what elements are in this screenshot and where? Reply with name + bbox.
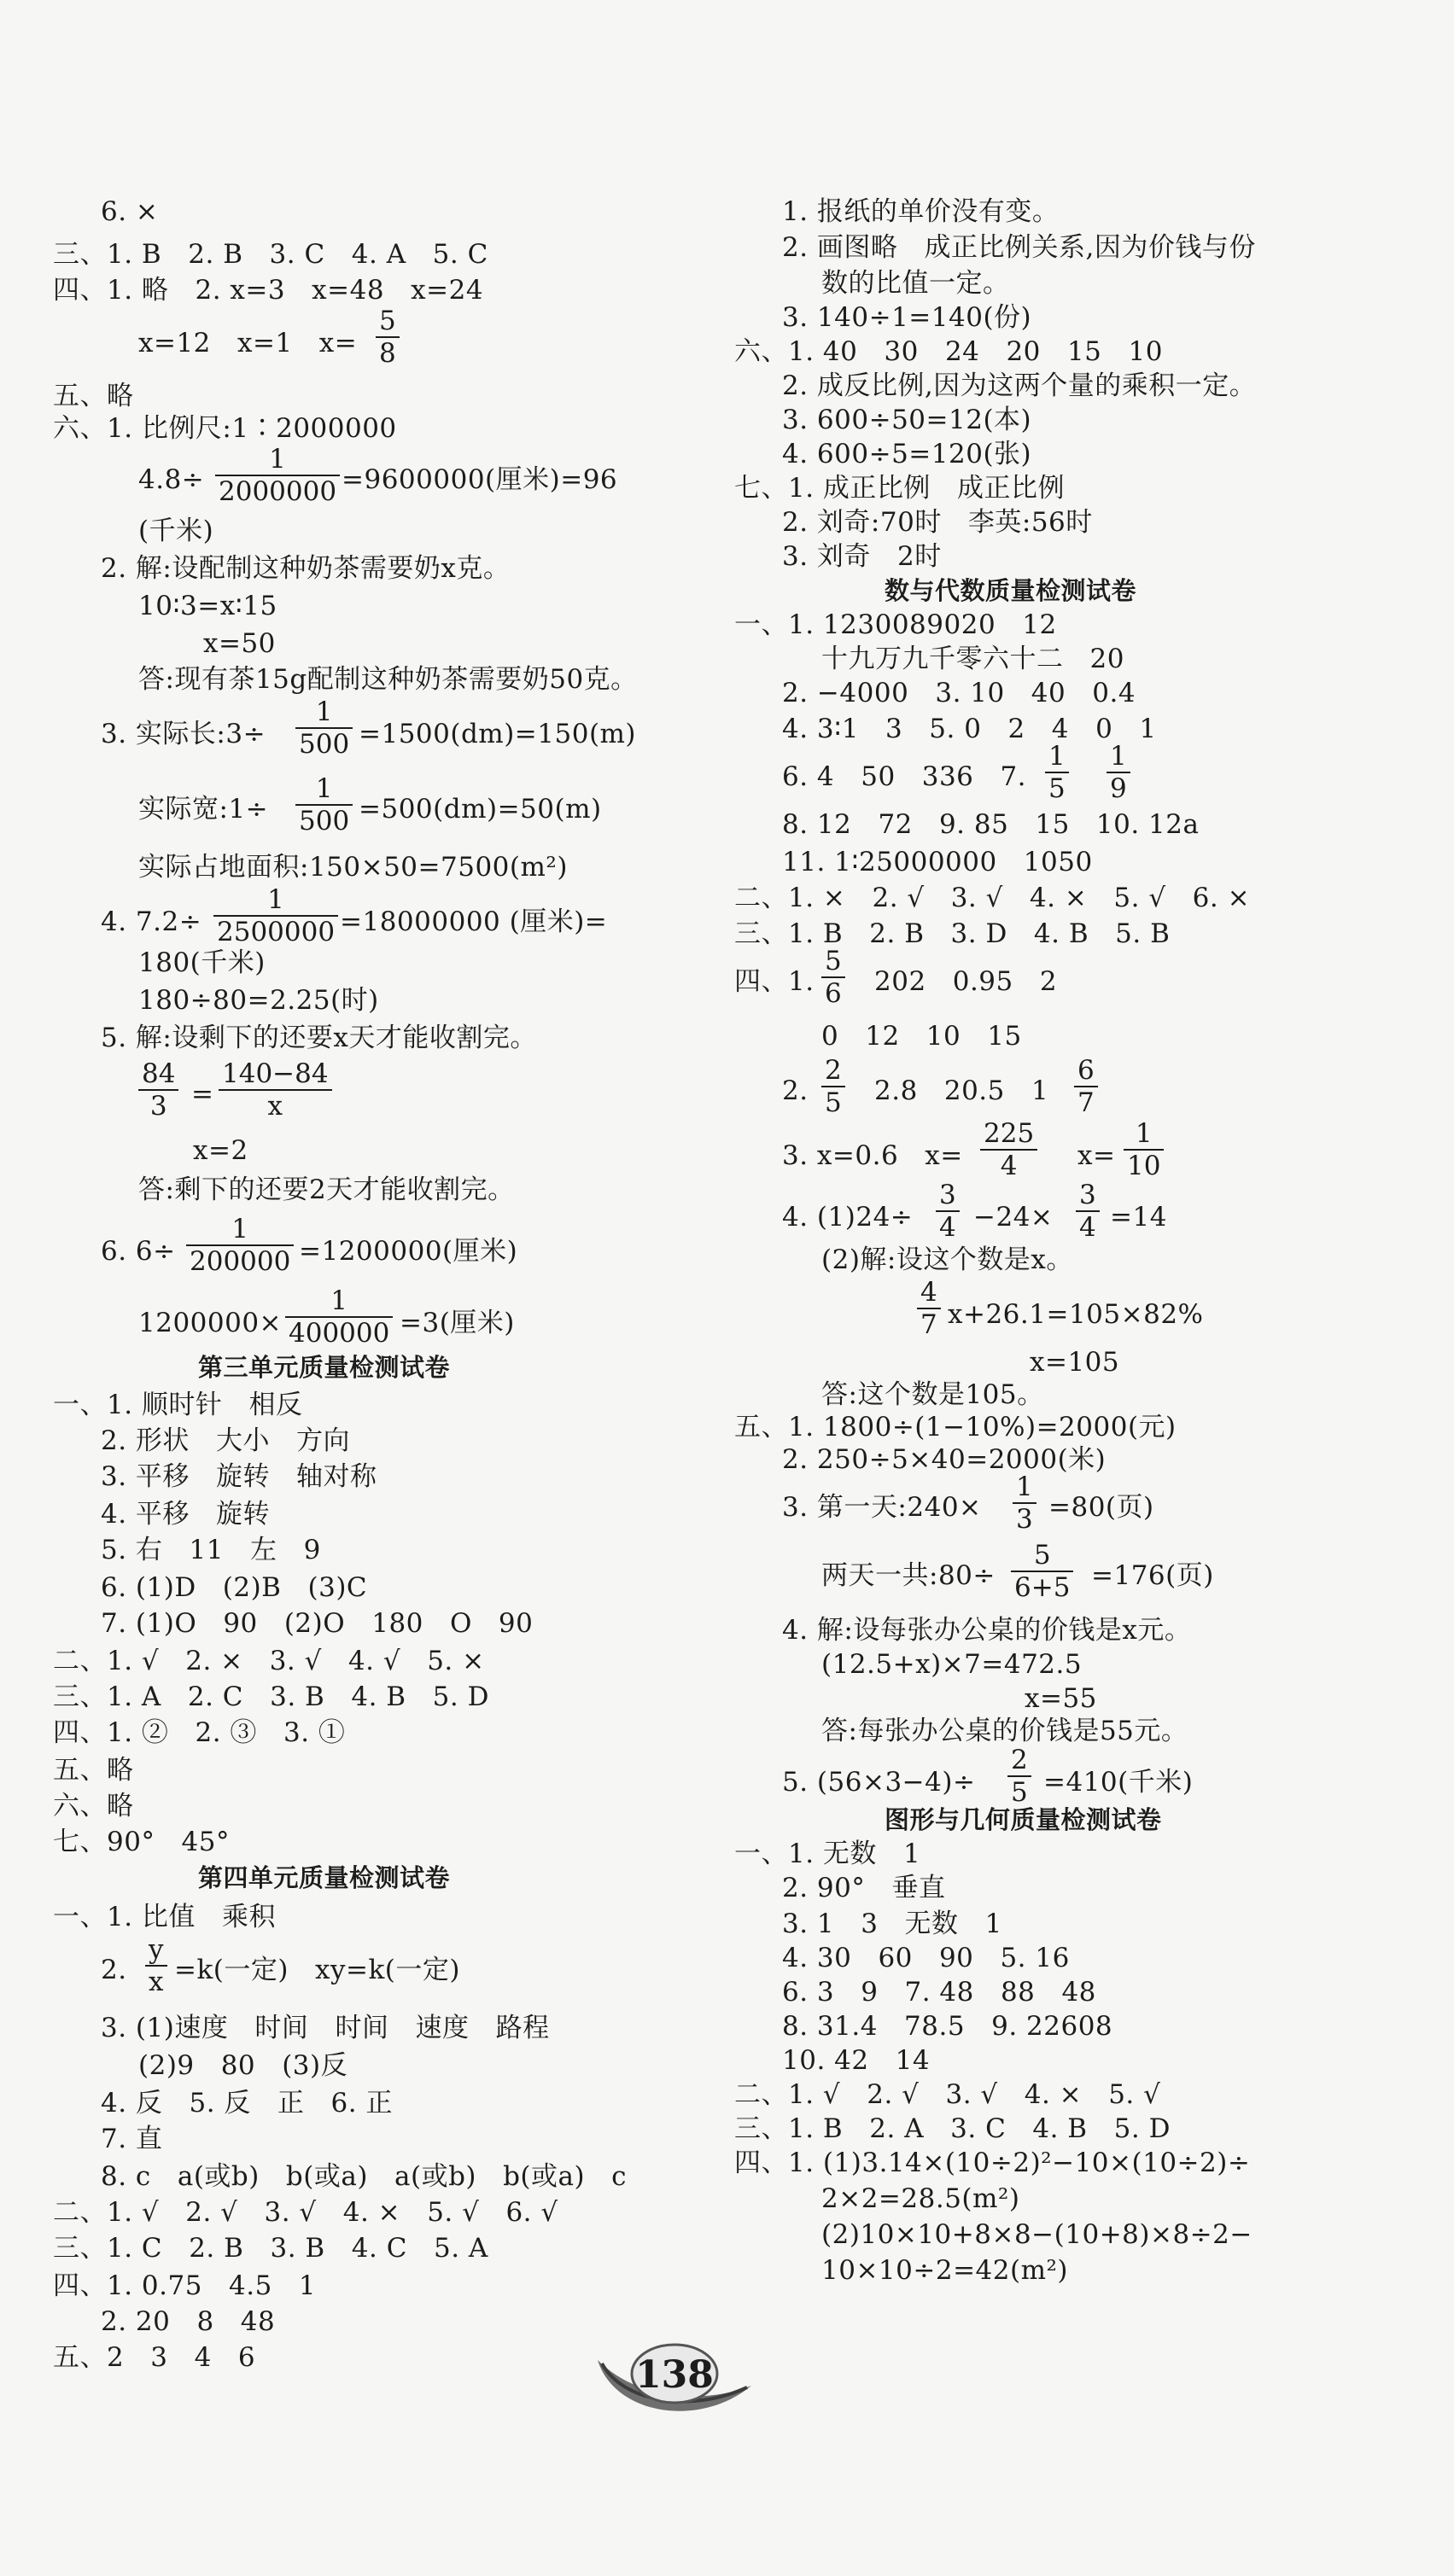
answer-line: x=55 bbox=[1025, 1683, 1097, 1714]
answer-line: 10. 42 14 bbox=[782, 2045, 931, 2076]
answer-line: 5. 解:设剩下的还要x天才能收割完。 bbox=[101, 1023, 537, 1053]
answer-line: 实际占地面积:150×50=7500(m²) bbox=[138, 852, 568, 883]
fraction: $\frac{3}{4}$ bbox=[936, 1180, 960, 1243]
answer-line: 4. 7.2÷ bbox=[101, 906, 202, 937]
answer-line: 4. 3∶1 3 5. 0 2 4 0 1 bbox=[782, 714, 1157, 744]
answer-line: 2. 解:设配制这种奶茶需要奶x克。 bbox=[101, 553, 511, 584]
answer-line: 二、1. × 2. √ 3. √ 4. × 5. √ 6. × bbox=[734, 883, 1251, 913]
answer-line: 六、1. 40 30 24 20 15 10 bbox=[734, 336, 1163, 367]
answer-line: 3. 实际长:3÷ bbox=[101, 719, 266, 749]
answer-line: 3. 平移 旋转 轴对称 bbox=[101, 1461, 377, 1492]
answer-line: 3. (1)速度 时间 时间 速度 路程 bbox=[101, 2013, 550, 2043]
answer-line: 数的比值一定。 bbox=[821, 268, 1010, 299]
fraction: $\frac{2}{5}$ bbox=[821, 1055, 845, 1118]
answer-line: 2. 250÷5×40=2000(米) bbox=[782, 1444, 1107, 1475]
answer-line: 4. 30 60 90 5. 16 bbox=[782, 1943, 1070, 1973]
section-title: 第三单元质量检测试卷 bbox=[198, 1353, 451, 1382]
answer-line: 3. 1 3 无数 1 bbox=[782, 1909, 1002, 1939]
answer-line: 2. 20 8 48 bbox=[101, 2306, 276, 2337]
answer-line: 7. (1)O 90 (2)O 180 O 90 bbox=[101, 1608, 534, 1639]
answer-line: 三、1. B 2. B 3. C 4. A 5. C bbox=[53, 239, 488, 270]
answer-line: 二、1. √ 2. √ 3. √ 4. × 5. √ 6. √ bbox=[53, 2197, 558, 2228]
answer-line: 6. (1)D (2)B (3)C bbox=[101, 1572, 368, 1603]
fraction: $\frac{1}{9}$ bbox=[1107, 741, 1130, 804]
answer-line: (2)解:设这个数是x。 bbox=[821, 1244, 1073, 1275]
answer-line: 8. 31.4 78.5 9. 22608 bbox=[782, 2011, 1113, 2042]
answer-line: 0 12 10 15 bbox=[821, 1021, 1022, 1052]
answer-line: 六、1. 比例尺:1∶2000000 bbox=[53, 413, 397, 444]
answer-line: (千米) bbox=[138, 516, 214, 546]
answer-line: −24× bbox=[973, 1202, 1054, 1233]
answer-line: 4. 600÷5=120(张) bbox=[782, 439, 1032, 469]
fraction: $\frac{225}{4}$ bbox=[980, 1118, 1037, 1181]
fraction: $\frac{1}{200000}$ bbox=[186, 1214, 294, 1277]
answer-line: x=12 x=1 x= bbox=[138, 328, 358, 358]
answer-line: (2)9 80 (3)反 bbox=[138, 2050, 348, 2081]
answer-line: 二、1. √ 2. √ 3. √ 4. × 5. √ bbox=[734, 2079, 1161, 2110]
answer-line: 4. 反 5. 反 正 6. 正 bbox=[101, 2088, 393, 2118]
answer-line: 二、1. √ 2. × 3. √ 4. √ 5. × bbox=[53, 1646, 485, 1676]
answer-line: 十九万九千零六十二 20 bbox=[821, 644, 1125, 674]
section-title: 数与代数质量检测试卷 bbox=[885, 576, 1137, 605]
answer-line: 2. 刘奇:70时 李英:56时 bbox=[782, 507, 1093, 538]
answer-line: 8. c a(或b) b(或a) a(或b) b(或a) c bbox=[101, 2161, 628, 2192]
answer-line: =3(厘米) bbox=[400, 1308, 515, 1338]
answer-line: = bbox=[191, 1079, 214, 1110]
answer-line: 五、略 bbox=[53, 381, 134, 411]
answer-line: 5. (56×3−4)÷ bbox=[782, 1767, 976, 1798]
answer-line: 4. (1)24÷ bbox=[782, 1202, 914, 1233]
answer-line: (12.5+x)×7=472.5 bbox=[821, 1649, 1083, 1680]
answer-line: x= bbox=[1077, 1140, 1116, 1171]
fraction: $\frac{y}{x}$ bbox=[145, 1934, 167, 1997]
fraction: $\frac{1}{3}$ bbox=[1013, 1472, 1036, 1535]
answer-line: =9600000(厘米)=96 bbox=[342, 464, 618, 495]
answer-line: 6. 3 9 7. 48 88 48 bbox=[782, 1977, 1096, 2008]
answer-line: 四、1. 略 2. x=3 x=48 x=24 bbox=[53, 275, 484, 306]
answer-line: 五、略 bbox=[53, 1755, 134, 1786]
answer-line: =176(页) bbox=[1091, 1560, 1214, 1591]
fraction: $\frac{5}{6+5}$ bbox=[1011, 1540, 1073, 1603]
answer-line: 2×2=28.5(m²) bbox=[821, 2183, 1020, 2214]
fraction: $\frac{1}{500}$ bbox=[295, 773, 353, 836]
fraction: $\frac{140-84}{x}$ bbox=[219, 1058, 332, 1122]
page-number: 138 bbox=[635, 2353, 714, 2397]
answer-line: 三、1. B 2. B 3. D 4. B 5. B bbox=[734, 918, 1171, 949]
answer-line: x=2 bbox=[193, 1135, 248, 1166]
answer-line: 四、1. 0.75 4.5 1 bbox=[53, 2270, 317, 2301]
answer-line: =18000000 (厘米)= bbox=[340, 906, 608, 937]
fraction: $\frac{2}{5}$ bbox=[1007, 1745, 1031, 1808]
answer-line: 四、1. (1)3.14×(10÷2)²−10×(10÷2)÷ bbox=[734, 2148, 1251, 2178]
answer-line: 10∶3=x∶15 bbox=[138, 591, 277, 621]
answer-line: 答:剩下的还要2天才能收割完。 bbox=[138, 1174, 515, 1205]
answer-line: 答:这个数是105。 bbox=[821, 1379, 1044, 1410]
page-number-badge bbox=[589, 2334, 760, 2420]
answer-line: 四、1. bbox=[734, 966, 815, 997]
answer-line: =500(dm)=50(m) bbox=[359, 794, 602, 825]
answer-line: 11. 1∶25000000 1050 bbox=[782, 847, 1093, 877]
answer-line: 6. 6÷ bbox=[101, 1236, 176, 1267]
answer-line: 三、1. A 2. C 3. B 4. B 5. D bbox=[53, 1681, 489, 1712]
answer-line: 2. 画图略 成正比例关系,因为价钱与份 bbox=[782, 232, 1256, 263]
answer-line: 实际宽:1÷ bbox=[138, 794, 269, 825]
fraction: $\frac{1}{5}$ bbox=[1045, 741, 1069, 804]
answer-line: 3. 刘奇 2时 bbox=[782, 541, 942, 572]
section-title: 图形与几何质量检测试卷 bbox=[885, 1805, 1162, 1834]
answer-line: 6. × bbox=[101, 196, 159, 227]
fraction: $\frac{6}{7}$ bbox=[1074, 1055, 1098, 1118]
answer-line: 5. 右 11 左 9 bbox=[101, 1535, 321, 1565]
fraction: $\frac{4}{7}$ bbox=[917, 1277, 941, 1340]
answer-line: =1200000(厘米) bbox=[299, 1236, 518, 1267]
answer-line: 180÷80=2.25(时) bbox=[138, 985, 379, 1016]
fraction: $\frac{1}{2500000}$ bbox=[213, 884, 338, 947]
answer-line: 180(千米) bbox=[138, 947, 266, 978]
answer-line: 1200000× bbox=[138, 1308, 283, 1338]
answer-line: 两天一共:80÷ bbox=[821, 1560, 996, 1591]
fraction: $\frac{1}{400000}$ bbox=[285, 1285, 393, 1349]
answer-line: =14 bbox=[1110, 1202, 1167, 1233]
answer-line: 4.8÷ bbox=[138, 464, 205, 495]
answer-line: 一、1. 1230089020 12 bbox=[734, 609, 1057, 640]
answer-line: 答:现有茶15g配制这种奶茶需要奶50克。 bbox=[138, 664, 638, 695]
answer-line: 2. bbox=[782, 1075, 809, 1106]
answer-line: 7. 直 bbox=[101, 2124, 163, 2154]
answer-line: 3. 第一天:240× bbox=[782, 1492, 982, 1523]
answer-line: 2. −4000 3. 10 40 0.4 bbox=[782, 678, 1136, 708]
answer-line: 答:每张办公桌的价钱是55元。 bbox=[821, 1716, 1188, 1746]
answer-line: 10×10÷2=42(m²) bbox=[821, 2255, 1068, 2286]
answer-line: 一、1. 无数 1 bbox=[734, 1839, 921, 1869]
fraction: $\frac{1}{10}$ bbox=[1124, 1118, 1164, 1181]
answer-line: 4. 解:设每张办公桌的价钱是x元。 bbox=[782, 1615, 1192, 1646]
fraction: $\frac{5}{8}$ bbox=[376, 306, 400, 369]
fraction: $\frac{1}{2000000}$ bbox=[215, 444, 340, 507]
answer-line: 202 0.95 2 bbox=[874, 966, 1058, 997]
answer-line: x=50 bbox=[203, 628, 276, 659]
answer-line: 2. 成反比例,因为这两个量的乘积一定。 bbox=[782, 370, 1257, 401]
answer-line: x+26.1=105×82% bbox=[948, 1299, 1204, 1330]
answer-line: 2. 形状 大小 方向 bbox=[101, 1425, 351, 1456]
answer-line: 四、1. ② 2. ③ 3. ① bbox=[53, 1717, 346, 1748]
answer-line: 4. 平移 旋转 bbox=[101, 1499, 270, 1530]
answer-line: 五、2 3 4 6 bbox=[53, 2342, 256, 2373]
answer-line: =1500(dm)=150(m) bbox=[359, 719, 637, 749]
fraction: $\frac{5}{6}$ bbox=[821, 946, 845, 1009]
fraction: $\frac{3}{4}$ bbox=[1076, 1180, 1100, 1243]
answer-line: 七、90° 45° bbox=[53, 1827, 230, 1857]
answer-line: 六、略 bbox=[53, 1791, 134, 1821]
answer-line: 2. bbox=[101, 1955, 127, 1985]
answer-line: 五、1. 1800÷(1−10%)=2000(元) bbox=[734, 1412, 1177, 1442]
fraction: $\frac{84}{3}$ bbox=[138, 1058, 178, 1122]
answer-line: 3. x=0.6 x= bbox=[782, 1140, 963, 1171]
answer-line: (2)10×10+8×8−(10+8)×8÷2− bbox=[821, 2219, 1253, 2250]
answer-line: 2.8 20.5 1 bbox=[874, 1075, 1049, 1106]
answer-line: 一、1. 顺时针 相反 bbox=[53, 1390, 303, 1420]
answer-line: =410(千米) bbox=[1043, 1767, 1194, 1798]
answer-line: 8. 12 72 9. 85 15 10. 12a bbox=[782, 809, 1200, 840]
answer-line: x=105 bbox=[1030, 1347, 1120, 1378]
answer-line: 2. 90° 垂直 bbox=[782, 1873, 946, 1903]
answer-line: 三、1. B 2. A 3. C 4. B 5. D bbox=[734, 2113, 1171, 2144]
answer-line: 3. 140÷1=140(份) bbox=[782, 302, 1032, 333]
fraction: $\frac{1}{500}$ bbox=[295, 696, 353, 760]
answer-line: 一、1. 比值 乘积 bbox=[53, 1902, 276, 1932]
answer-line: =80(页) bbox=[1048, 1492, 1154, 1523]
answer-line: 6. 4 50 336 7. bbox=[782, 761, 1027, 792]
answer-line: 三、1. C 2. B 3. B 4. C 5. A bbox=[53, 2233, 488, 2264]
answer-line: 3. 600÷50=12(本) bbox=[782, 405, 1032, 435]
answer-line: =k(一定) xy=k(一定) bbox=[174, 1955, 460, 1985]
section-title: 第四单元质量检测试卷 bbox=[198, 1863, 451, 1892]
answer-line: 七、1. 成正比例 成正比例 bbox=[734, 473, 1065, 504]
answer-line: 1. 报纸的单价没有变。 bbox=[782, 196, 1060, 227]
